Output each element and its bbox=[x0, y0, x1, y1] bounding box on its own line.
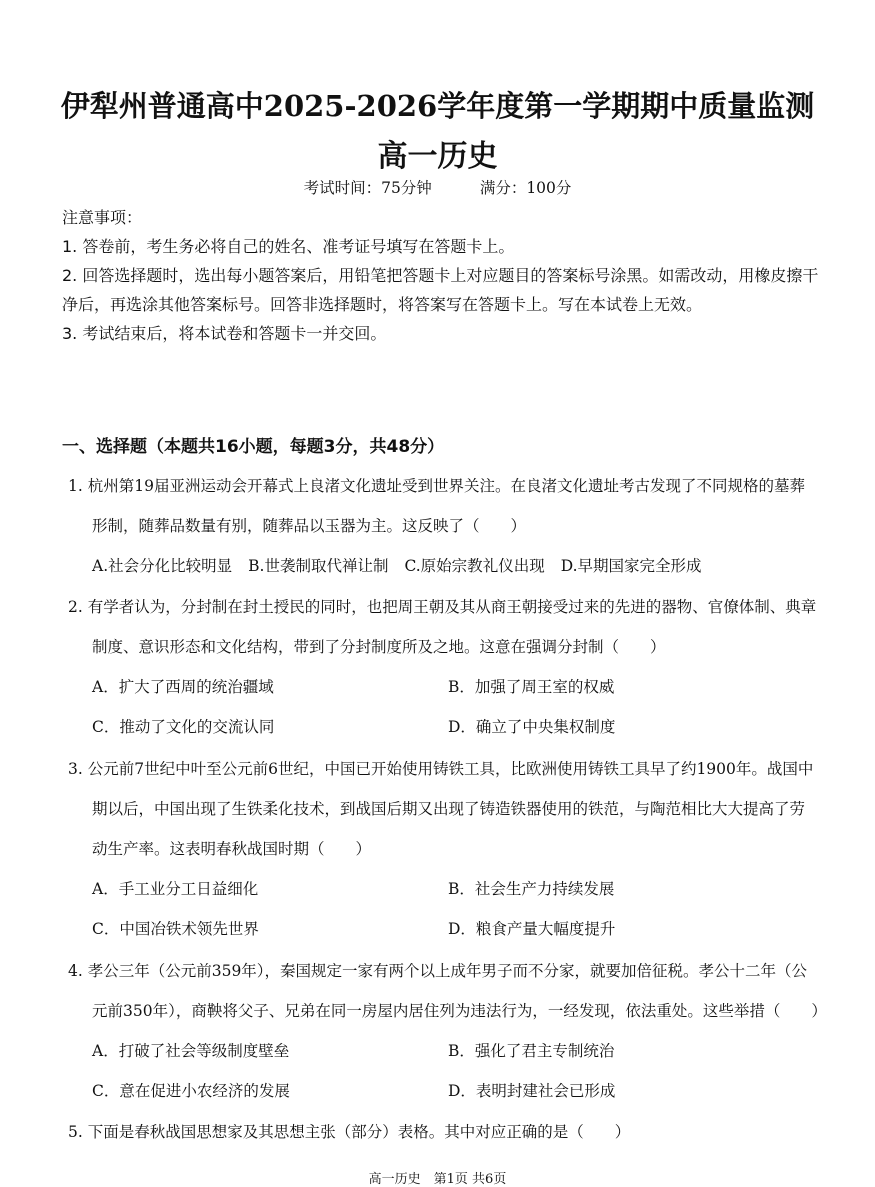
option-row bbox=[68, 1071, 820, 1111]
question-1 bbox=[68, 466, 820, 586]
question-3 bbox=[68, 749, 820, 949]
question-4 bbox=[68, 951, 827, 1111]
option-a: A．扩大了西周的统治疆域 bbox=[92, 678, 274, 696]
option-c: C.原始宗教礼仪出现 bbox=[404, 557, 545, 575]
option-b: B．加强了周王室的权威 bbox=[448, 678, 615, 696]
option-d: D．表明封建社会已形成 bbox=[448, 1082, 616, 1100]
question-stem: 3. 公元前7世纪中叶至公元前6世纪，中国已开始使用铸铁工具，比欧洲使用铸铁工具早了约1900年。战国中期以后，中国出现了生铁柔化技术，到战国后期又出现了铸造铁器使用的铁范，与陶范相比大大提高了劳动生产率。这表明春秋战国时期（ ） bbox=[68, 760, 814, 858]
exam-subject: 高一历史 bbox=[377, 139, 498, 174]
exam-meta bbox=[0, 176, 875, 198]
option-a: A．手工业分工日益细化 bbox=[92, 880, 259, 898]
option-c: C．意在促进小农经济的发展 bbox=[92, 1082, 290, 1100]
option-row bbox=[68, 1031, 820, 1071]
option-c: C．中国冶铁术领先世界 bbox=[92, 920, 259, 938]
question-stem: 2. 有学者认为，分封制在封土授民的同时，也把周王朝及其从商王朝接受过来的先进的器物、官僚体制、典章制度、意识形态和文化结构，带到了分封制度所及之地。这意在强调分封制（ ） bbox=[68, 598, 817, 656]
question-stem: 4. 孝公三年（公元前359年），秦国规定一家有两个以上成年男子而不分家，就要加倍征税。孝公十二年（公元前350年），商鞅将父子、兄弟在同一房屋内居住列为违法行为，一经发现，依法重处。这些举措（ ） bbox=[68, 962, 827, 1020]
page-footer: 高一历史 第1页 共6页 bbox=[368, 1172, 507, 1187]
option-d: D．粮食产量大幅度提升 bbox=[448, 920, 616, 938]
note-item: 3. 考试结束后，将本试卷和答题卡一并交回。 bbox=[62, 324, 387, 343]
question-5 bbox=[68, 1112, 820, 1152]
option-d: D．确立了中央集权制度 bbox=[448, 718, 616, 736]
note-item: 2. 回答选择题时，选出每小题答案后，用铅笔把答题卡上对应题目的答案标号涂黑。如需改动，用橡皮擦干净后，再选涂其他答案标号。回答非选择题时，将答案写在答题卡上。写在本试卷上无效。 bbox=[62, 266, 819, 314]
section-title: 一、选择题（本题共16小题，每题3分，共48分） bbox=[62, 437, 445, 457]
option-d: D.早期国家完全形成 bbox=[560, 557, 702, 575]
option-row bbox=[68, 667, 820, 707]
option-a: A.社会分化比较明显 bbox=[92, 557, 233, 575]
option-b: B．强化了君主专制统治 bbox=[448, 1042, 615, 1060]
option-row bbox=[68, 869, 820, 909]
option-row bbox=[68, 546, 820, 586]
option-row bbox=[68, 909, 820, 949]
exam-title: 伊犁州普通高中2025-2026学年度第一学期期中质量监测 bbox=[60, 89, 815, 123]
option-c: C．推动了文化的交流认同 bbox=[92, 718, 275, 736]
full-score: 满分：100分 bbox=[479, 179, 572, 197]
question-stem: 1. 杭州第19届亚洲运动会开幕式上良渚文化遗址受到世界关注。在良渚文化遗址考古发现了不同规格的墓葬形制，随葬品数量有别，随葬品以玉器为主。这反映了（ ） bbox=[68, 477, 805, 535]
option-b: B.世袭制取代禅让制 bbox=[248, 557, 389, 575]
note-item: 1. 答卷前，考生务必将自己的姓名、准考证号填写在答题卡上。 bbox=[62, 237, 515, 256]
question-stem: 5. 下面是春秋战国思想家及其思想主张（部分）表格。其中对应正确的是（ ） bbox=[68, 1123, 631, 1141]
option-a: A．打破了社会等级制度壁垒 bbox=[92, 1042, 290, 1060]
exam-time: 考试时间：75分钟 bbox=[303, 179, 432, 197]
option-b: B．社会生产力持续发展 bbox=[448, 880, 615, 898]
notes-heading: 注意事项： bbox=[62, 208, 143, 227]
notes-block bbox=[62, 203, 822, 348]
option-row bbox=[68, 707, 820, 747]
question-2 bbox=[68, 587, 820, 747]
